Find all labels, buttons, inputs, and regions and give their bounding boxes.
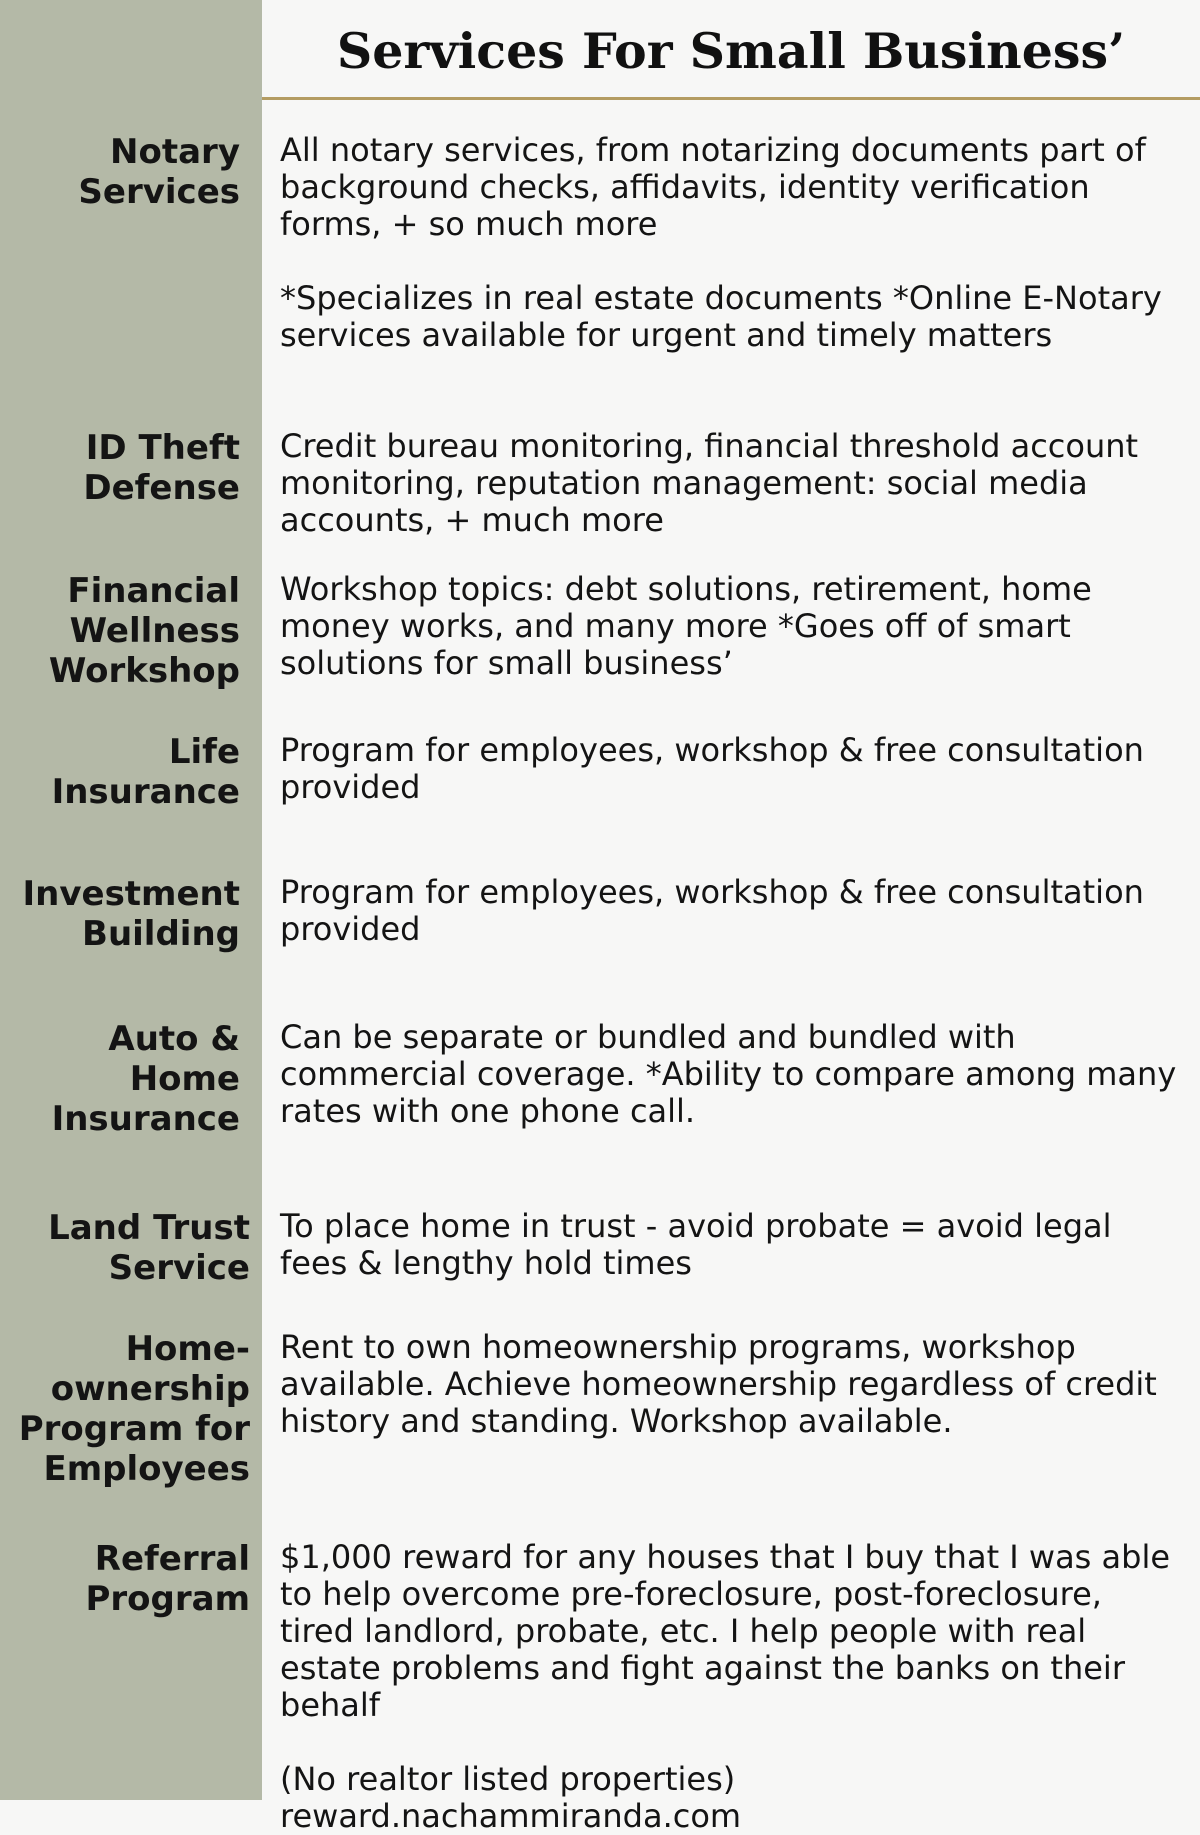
service-label-line: ownership [50,1369,250,1409]
service-description [280,732,1180,806]
service-label-line: Program for [18,1409,250,1449]
service-label-line: Home- [125,1329,250,1369]
service-label [0,1019,240,1139]
service-label [0,132,240,212]
service-label [0,1208,250,1288]
service-label-line: Life [168,732,240,772]
service-description [280,1539,1180,1835]
service-label [0,571,240,691]
service-label-line: Program [85,1579,250,1619]
page-title: Services For Small Business’ [336,22,1126,80]
service-label-line: Services [78,172,240,212]
description-paragraph: Program for employees, workshop & free consultation provided [280,873,1144,948]
service-description [280,1019,1180,1130]
service-description [280,874,1180,948]
description-paragraph: All notary services, from notarizing documents part of background checks, affidavits, identity verification forms, + so much more [280,131,1146,243]
service-label-line: Employees [43,1449,250,1489]
description-paragraph: Workshop topics: debt solutions, retirement, home money works, and many more *Goes off of smart solutions for small business’ [280,570,1092,682]
description-paragraph: Rent to own homeownership programs, workshop available. Achieve homeownership regardless of credit history and standing. Workshop available. [280,1328,1157,1440]
service-label-line: Financial [67,571,240,611]
service-label-line: Land Trust [48,1208,250,1248]
description-paragraph: Program for employees, workshop & free consultation provided [280,731,1144,806]
service-label-line: Investment [22,874,240,914]
service-description [280,132,1180,354]
service-description [280,1208,1180,1282]
description-paragraph: Can be separate or bundled and bundled with commercial coverage. *Ability to compare among many rates with one phone call. [280,1018,1177,1130]
service-label-line: Notary [110,132,240,172]
service-label-line: Building [82,914,240,954]
description-paragraph: To place home in trust - avoid probate = avoid legal fees & lengthy hold times [280,1207,1112,1282]
service-description [280,428,1180,539]
service-label-line: Wellness [69,611,240,651]
service-label-line: Workshop [48,651,240,691]
description-paragraph: $1,000 reward for any houses that I buy that I was able to help overcome pre-foreclosure, post-foreclosure, tired landlord, probate, etc. I help people with real estate problems and fight against the banks on their behalf [280,1538,1171,1724]
description-paragraph: (No realtor listed properties) reward.nachammiranda.com [280,1760,742,1835]
title-divider [262,97,1200,100]
service-label-line: Home [129,1059,240,1099]
service-label [0,874,240,954]
service-description [280,1329,1180,1440]
service-label [0,732,240,812]
service-label-line: Defense [83,468,240,508]
service-label-line: Insurance [51,1099,240,1139]
description-paragraph: Credit bureau monitoring, financial threshold account monitoring, reputation management: social media accounts, + much more [280,427,1139,539]
service-label-line: ID Theft [85,428,240,468]
description-paragraph: *Specializes in real estate documents *Online E-Notary services available for urgent and timely matters [280,279,1162,354]
service-label-line: Service [108,1248,250,1288]
service-label-line: Insurance [51,772,240,812]
service-label-line: Auto & [108,1019,240,1059]
service-label [0,1329,250,1489]
service-label [0,428,240,508]
service-description [280,571,1180,682]
service-label-line: Referral [94,1539,250,1579]
service-label [0,1539,250,1619]
